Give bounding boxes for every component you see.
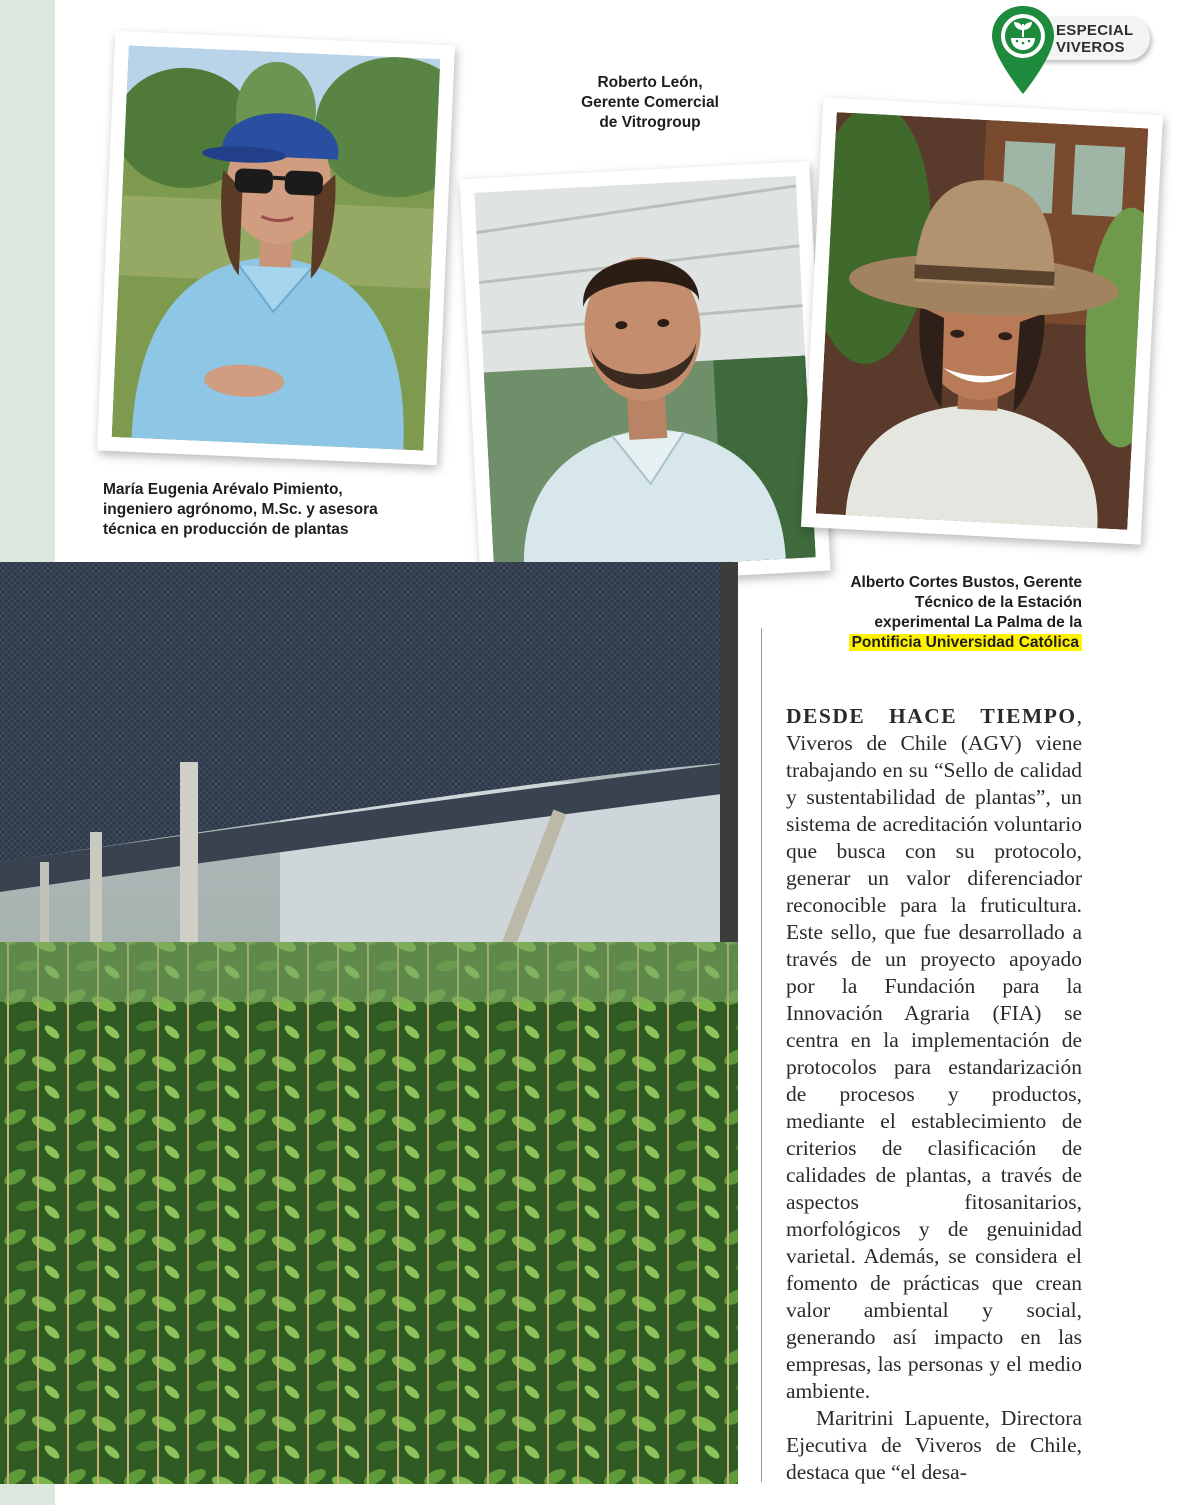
caption-roberto-name: Roberto León, xyxy=(597,74,703,91)
caption-alberto-highlight: Pontificia Universidad Católica xyxy=(849,634,1082,651)
article-paragraph-1 xyxy=(786,703,1082,1405)
caption-roberto-leon xyxy=(560,73,740,133)
article-body xyxy=(786,703,1082,1486)
caption-alberto-cortes xyxy=(820,573,1082,653)
caption-roberto-role-2: de Vitrogroup xyxy=(599,114,701,131)
nursery-greenhouse-photo xyxy=(0,562,738,1484)
photo-alberto-cortes xyxy=(801,97,1163,544)
portrait-woman-image xyxy=(112,45,441,450)
portrait-man-hat-image xyxy=(816,112,1149,530)
left-margin-strip xyxy=(0,0,55,562)
location-pin-plant-icon xyxy=(990,4,1056,96)
article-paragraph-2: Maritrini Lapuente, Directora Ejecutiva de Viveros de Chile, destaca que “el desa- xyxy=(786,1406,1082,1484)
photo-maria-eugenia xyxy=(97,31,455,465)
column-divider xyxy=(761,628,762,1482)
caption-alberto-main: Alberto Cortes Bustos, Gerente Técnico de la Estación experimental La Palma de la xyxy=(850,574,1082,631)
portrait-man-greenhouse-image xyxy=(474,176,816,574)
caption-maria-eugenia: María Eugenia Arévalo Pimiento, ingeniero agrónomo, M.Sc. y asesora técnica en producción de plantas xyxy=(103,481,378,538)
article-lead-caps: DESDE HACE TIEMPO xyxy=(786,704,1077,728)
especial-viveros-badge xyxy=(990,4,1165,96)
badge-label xyxy=(1056,22,1133,56)
photo-roberto-leon xyxy=(460,161,831,589)
caption-roberto-role-1: Gerente Comercial xyxy=(581,94,719,111)
article-paragraph-1-text: , Viveros de Chile (AGV) viene trabajando en su “Sello de calidad y sustentabilidad de plantas”, un sistema de acreditación voluntario que busca con su protocolo, generar un valor diferenciador reconocible para la fruticultura. Este sello, que fue desarrollado a través de un proyecto apoyado por la Fundación para la Innovación Agraria (FIA) se centra en la implementación de protocolos para estandarización de procesos y productos, mediante el establecimiento de criterios de clasificación de calidades de plantas, a través de aspectos fitosanitarios, morfológicos y de genuinidad varietal. Además, se considera el fomento de prácticas que crean valor ambiental y social, generando así impacto en las empresas, las personas y el medio ambiente. xyxy=(786,704,1082,1403)
badge-line-1: ESPECIAL xyxy=(1056,22,1134,39)
badge-line-2: VIVEROS xyxy=(1056,39,1125,56)
nursery-plants-image xyxy=(0,562,738,1484)
